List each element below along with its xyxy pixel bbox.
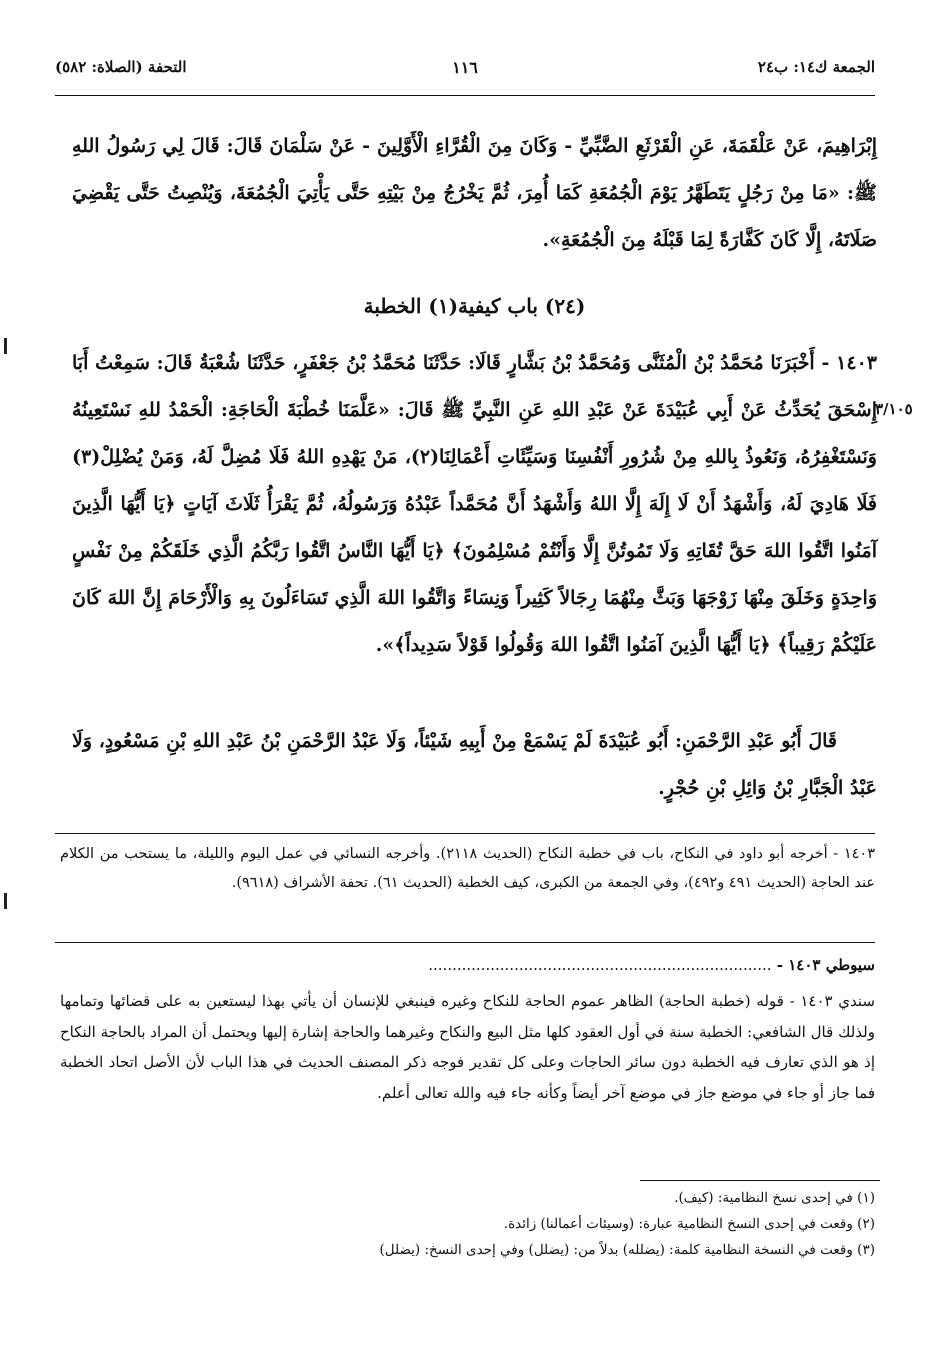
suyuti-dots: ........................................................................ [428,956,772,974]
page-number: ١١٦ [452,58,478,77]
scan-artifact [4,338,7,354]
footnotes [60,1185,875,1263]
header-divider [55,95,875,96]
running-header [55,58,875,88]
commentary-divider [55,942,875,943]
takhrij-note: ١٤٠٣ - أخرجه أبو داود في النكاح، باب في خطبة النكاح (الحديث ٢١١٨). وأخرجه النسائي في عمل اليوم والليلة، ما يستحب من الكلام عند الحاجة (الحديث ٤٩١ و٤٩٢)، وفي الجمعة من الكبرى، كيف الخطبة (الحديث ٦١). تحفة الأشراف (٩٦١٨). [60,846,876,891]
header-tuhfa-ref: التحفة (الصلاة: ٥٨٢) [55,58,187,76]
footnote-divider [640,1180,880,1181]
scan-artifact [4,893,7,909]
footnote-3: (٣) وقعت في النسخة النظامية كلمة: (يضلله) بدلاً من: (يضلل) وفي إحدى النسخ: (يضلل) [379,1242,875,1258]
hadith-text-continued: إِبْرَاهِيمَ، عَنْ عَلْقَمَةَ، عَنِ الْقَرْثَعِ الضَّبِّيِّ - وَكَانَ مِنَ الْقُرَّاءِ الْأَوَّلِينَ - عَنْ سَلْمَانَ قَالَ: قَالَ لِي رَسُولُ اللهِ ﷺ: «مَا مِنْ رَجُلٍ يَتَطَهَّرُ يَوْمَ الْجُمُعَةِ كَمَا أُمِرَ، ثُمَّ يَخْرُجُ مِنْ بَيْتِهِ حَتَّى يَأْتِيَ الْجُمُعَةَ، وَيُنْصِتُ حَتَّى يَقْضِيَ صَلَاتَهُ، إِلَّا كَانَ كَفَّارَةً لِمَا قَبْلَهُ مِنَ الْجُمُعَةِ». [72,135,877,251]
footnote-2: (٢) وقعت في إحدى النسخ النظامية عبارة: (وسيئات أعمالنا) زائدة. [503,1216,875,1232]
hadith-1403-text: ١٤٠٣ - أَخْبَرَنَا مُحَمَّدُ بْنُ الْمُثَنَّى وَمُحَمَّدُ بْنُ بَشَّارٍ قَالَا: حَدَّثَنَا مُحَمَّدُ بْنُ جَعْفَرٍ، حَدَّثَنَا شُعْبَةُ قَالَ: سَمِعْتُ أَبَا إِسْحَقَ يُحَدِّثُ عَنْ أَبِي عُبَيْدَةَ عَنْ عَبْدِ اللهِ عَنِ النَّبِيِّ ﷺ قَالَ: «عَلَّمَنَا خُطْبَةَ الْحَاجَةِ: الْحَمْدُ للهِ نَسْتَعِينُهُ وَنَسْتَغْفِرُهُ، وَنَعُوذُ بِاللهِ مِنْ شُرُورِ أَنْفُسِنَا وَسَيِّئَاتِ أَعْمَالِنَا(٢)، مَنْ يَهْدِهِ اللهُ فَلَا مُضِلَّ لَهُ، وَمَنْ يُضْلِلْ(٣) فَلَا هَادِيَ لَهُ، وَأَشْهَدُ أَنْ لَا إِلَهَ إِلَّا اللهُ وَأَشْهَدُ أَنَّ مُحَمَّداً عَبْدُهُ وَرَسُولُهُ، ثُمَّ يَقْرَأُ ثَلَاثَ آيَاتٍ ﴿يَا أَيُّهَا الَّذِينَ آمَنُوا اتَّقُوا اللهَ حَقَّ تُقَاتِهِ وَلَا تَمُوتُنَّ إِلَّا وَأَنْتُمْ مُسْلِمُونَ﴾ ﴿يَا أَيُّهَا النَّاسُ اتَّقُوا رَبَّكُمُ الَّذِي خَلَقَكُمْ مِنْ نَفْسٍ وَاحِدَةٍ وَخَلَقَ مِنْهَا زَوْجَهَا وَبَثَّ مِنْهُمَا رِجَالاً كَثِيراً وَنِسَاءً وَاتَّقُوا اللهَ الَّذِي تَسَاءَلُونَ بِهِ وَالْأَرْحَامَ إِنَّ اللهَ كَانَ عَلَيْكُمْ رَقِيباً﴾ ﴿يَا أَيُّهَا الَّذِينَ آمَنُوا اتَّقُوا اللهَ وَقُولُوا قَوْلاً سَدِيداً﴾». [72,352,877,656]
takhrij-divider [55,833,875,834]
suyuti-commentary [60,950,875,980]
chapter-heading: (٢٤) باب كيفية(١) الخطبة [363,294,586,318]
author-comment: قَالَ أَبُو عَبْدِ الرَّحْمَنِ: أَبُو عُبَيْدَةَ لَمْ يَسْمَعْ مِنْ أَبِيهِ شَيْئاً، وَلَا عَبْدُ الرَّحْمَنِ بْنُ عَبْدِ اللهِ بْنِ مَسْعُودٍ، وَلَا عَبْدُ الْجَبَّارِ بْنُ وَائِلِ بْنِ حُجْرٍ. [72,730,877,799]
margin-volume-reference: ٣/١٠٥ [875,400,913,418]
footnote-1: (١) في إحدى نسخ النظامية: (كيف). [674,1190,875,1206]
header-chapter-ref: الجمعة ك١٤: ب٢٤ [757,58,875,76]
suyuti-label: سيوطي ١٤٠٣ - [776,956,875,974]
sindi-commentary: سندي ١٤٠٣ - قوله (خطبة الحاجة) الظاهر عموم الحاجة للنكاح وغيره فينبغي للإنسان أن يأتي بهذا ليستعين به على قضائها وتمامها ولذلك قال الشافعي: الخطبة سنة في أول العقود كلها مثل البيع والنكاح وغيرهما والحاجة إشارة إليها ويحتمل أن المراد بالحاجة النكاح إذ هو الذي تعارف فيه الخطبة دون سائر الحاجات وعلى كل تقدير فوجه ذكر المصنف الحديث في هذا الباب لأن الأصل اتحاد الخطبة فما جاز أو جاء في موضع جاز في موضع آخر أيضاً وكأنه جاء فيه والله تعالى أعلم. [60,992,875,1102]
